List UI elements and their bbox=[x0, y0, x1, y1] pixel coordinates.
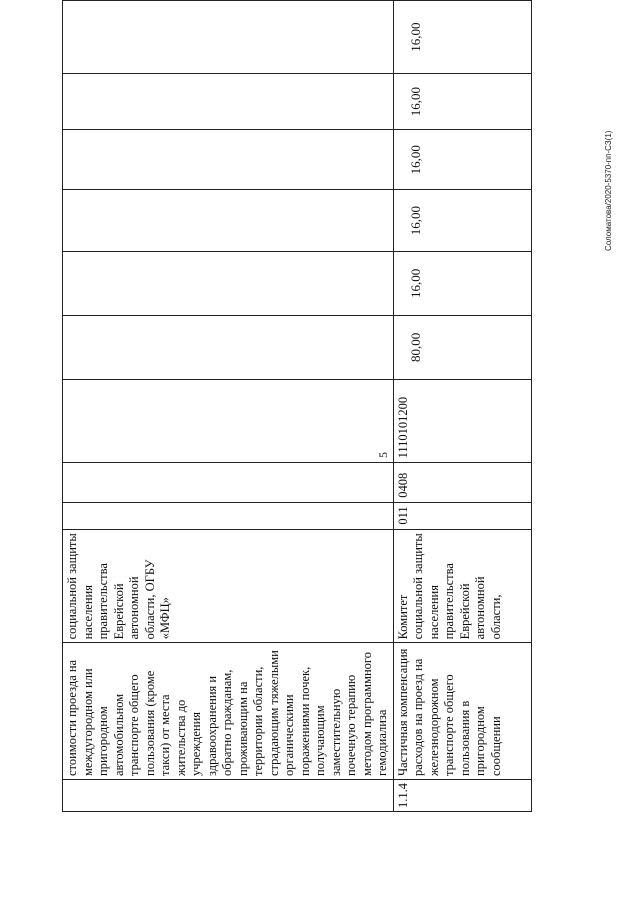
value-year-2: 16,00 bbox=[393, 190, 531, 251]
row-number bbox=[63, 780, 394, 812]
value-year-5 bbox=[63, 1, 394, 74]
grbs-code: 011 bbox=[393, 502, 531, 529]
measure-name: стоимости проезда на междугородном или пригородном автомобильном транспорте общего пользования (кроме такси) от места жительства до учреждения здравоохранения и обратно гражданам, проживающим на территории области, страдающим тяжелыми органическими поражениями почек, получающим заместительную почечную терапию методом программного гемодиализа bbox=[63, 643, 394, 780]
value-total bbox=[63, 315, 394, 379]
budget-table bbox=[62, 0, 532, 812]
table-row bbox=[63, 1, 394, 812]
row-number: 1.1.4 bbox=[393, 780, 531, 812]
measure-name: Частичная компенсация расходов на проезд на железнодорожном транспорте общего пользования в пригородном сообщении bbox=[393, 643, 531, 780]
value-year-2 bbox=[63, 190, 394, 251]
value-year-3 bbox=[63, 130, 394, 190]
table-row bbox=[393, 1, 531, 812]
rzpr-code: 0408 bbox=[393, 463, 531, 502]
value-year-5: 16,00 bbox=[393, 1, 531, 74]
csr-code bbox=[63, 379, 394, 463]
csr-code: 1110101200 bbox=[393, 379, 531, 463]
value-year-3: 16,00 bbox=[393, 130, 531, 190]
value-year-1: 16,00 bbox=[393, 251, 531, 315]
document-reference: Соломатова/2020-5370-пп-СЗ(1) bbox=[604, 130, 613, 251]
executor: Комитет социальной защиты населения правительства Еврейской автономной области, bbox=[393, 529, 531, 643]
grbs-code bbox=[63, 502, 394, 529]
value-total: 80,00 bbox=[393, 315, 531, 379]
value-year-4 bbox=[63, 74, 394, 130]
rzpr-code bbox=[63, 463, 394, 502]
value-year-4: 16,00 bbox=[393, 74, 531, 130]
executor: социальной защиты населения правительства Еврейской автономной области, ОГБУ «МФЦ» bbox=[63, 529, 394, 643]
page-number: 5 bbox=[376, 452, 390, 458]
value-year-1 bbox=[63, 251, 394, 315]
